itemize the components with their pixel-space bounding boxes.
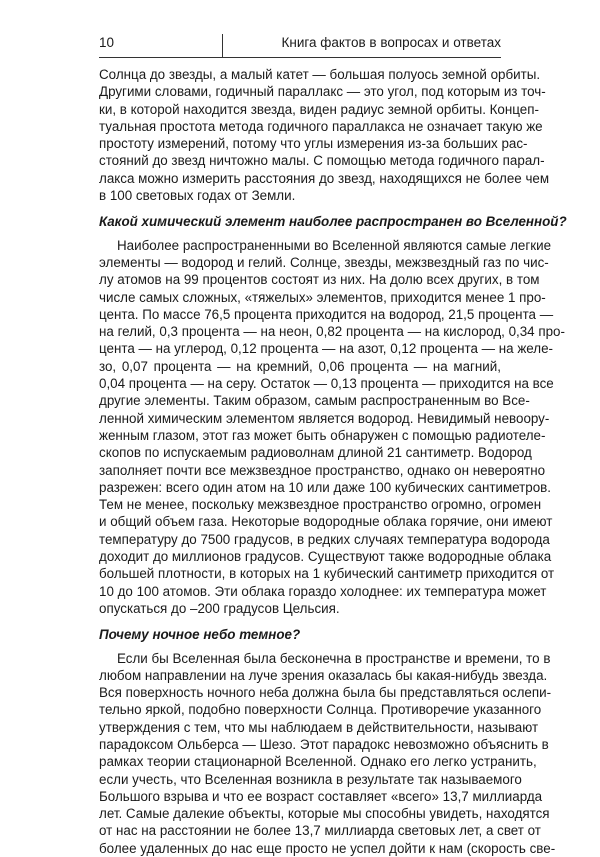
text-line: 0,04 процента — на серу. Остаток — 0,13 процента — приходится на все — [99, 375, 501, 392]
text-line: и общий объем газа. Некоторые водородные облака горячие, они имеют — [99, 513, 501, 530]
text-line: цента. По массе 76,5 процента приходится на водород, 21,5 процента — — [99, 306, 501, 323]
text-line: парадоксом Ольберса — Шезо. Этот парадокс невозможно объяснить в — [99, 736, 501, 753]
text-line: скопов по испускаемым радиоволнам длиной 21 сантиметр. Водород — [99, 444, 501, 461]
text-line: Тем не менее, поскольку межзвездное пространство огромно, огромен — [99, 496, 501, 513]
text-line: ленной химическим элементом является водород. Невидимый невоору- — [99, 410, 501, 427]
text-line: женным глазом, этот газ может быть обнаружен с помощью радиотеле- — [99, 427, 501, 444]
running-header — [99, 33, 501, 55]
text-line: Большого взрыва и что ее возраст составляет «всего» 13,7 миллиарда — [99, 788, 501, 805]
text-line: Солнца до звезды, а малый катет — большая полуось земной орбиты. — [99, 66, 501, 83]
text-line: 10 до 100 атомов. Эти облака гораздо холоднее: их температура может — [99, 583, 501, 600]
text-line: разрежен: всего один атом на 10 или даже 100 кубических сантиметров. — [99, 479, 501, 496]
text-line: лет. Самые далекие объекты, которые мы способны увидеть, находятся — [99, 805, 501, 822]
text-line: другие элементы. Таким образом, самым распространенным во Все- — [99, 392, 501, 409]
text-line: большей плотности, в которых на 1 кубический сантиметр приходится от — [99, 565, 501, 582]
text-line: ки, в которой находится звезда, виден радиус земной орбиты. Концеп- — [99, 101, 501, 118]
text-line: Наиболее распространенными во Вселенной являются самые легкие — [99, 237, 501, 254]
text-line: более удаленных до нас еще просто не успел дойти к нам (скорость све- — [99, 840, 501, 857]
header-rule — [99, 57, 501, 58]
page-number: 10 — [99, 33, 114, 53]
text-line: любом направлении на луче зрения оказалась бы какая-нибудь звезда. — [99, 667, 501, 684]
text-line: утверждения с тем, что мы наблюдаем в действительности, называют — [99, 719, 501, 736]
text-line: температуру до 7500 градусов, в редких случаях температура водорода — [99, 531, 501, 548]
text-line: опускаться до –200 градусов Цельсия. — [99, 600, 501, 617]
text-line: лакса можно измерить расстояния до звезд, находящихся не более чем — [99, 170, 501, 187]
text-line: заполняет почти все межзвездное пространство, однако он невероятно — [99, 462, 501, 479]
text-line: Если бы Вселенная была бесконечна в пространстве и времени, то в — [99, 650, 501, 667]
section-paragraph — [99, 650, 501, 857]
text-line: на гелий, 0,3 процента — на неон, 0,82 процента — на кислород, 0,34 про- — [99, 323, 501, 340]
text-line: стояний до звезд ничтожно малы. С помощью метода годичного парал- — [99, 152, 501, 169]
text-line: Вся поверхность ночного неба должна была бы представляться ослепи- — [99, 684, 501, 701]
text-line: цента — на углерод, 0,12 процента — на азот, 0,12 процента — на желе- — [99, 340, 501, 357]
text-line: если учесть, что Вселенная возникла в результате так называемого — [99, 771, 501, 788]
intro-paragraph — [99, 66, 501, 204]
text-line: зо, 0,07 процента — на кремний, 0,06 процента — на магний, — [99, 358, 501, 375]
text-line: туальная простота метода годичного параллакса не означает такую же — [99, 118, 501, 135]
body-text — [99, 66, 501, 857]
text-line: простоту измерений, потому что углы измерения из-за больших рас- — [99, 135, 501, 152]
text-line: в 100 световых годах от Земли. — [99, 187, 501, 204]
header-divider-tick — [222, 34, 223, 57]
text-line: от нас на расстоянии не более 13,7 миллиарда световых лет, а свет от — [99, 822, 501, 839]
text-line: тельно яркой, подобно поверхности Солнца. Противоречие указанного — [99, 701, 501, 718]
section-heading: Почему ночное небо темное? — [99, 626, 501, 643]
section-heading: Какой химический элемент наиболее распространен во Вселенной? — [99, 213, 501, 230]
text-line: числе самых сложных, «тяжелых» элементов, приходится менее 1 про- — [99, 289, 501, 306]
text-line: лу атомов на 99 процентов состоят из них. На долю всех других, в том — [99, 271, 501, 288]
text-line: элементы — водород и гелий. Солнце, звезды, межзвездный газ по чис- — [99, 254, 501, 271]
book-title: Книга фактов в вопросах и ответах — [282, 33, 501, 53]
text-line: доходит до миллионов градусов. Существуют также водородные облака — [99, 548, 501, 565]
text-line: Другими словами, годичный параллакс — это угол, под которым из точ- — [99, 83, 501, 100]
section-paragraph — [99, 237, 501, 618]
text-line: рамках теории стационарной Вселенной. Однако его легко устранить, — [99, 753, 501, 770]
